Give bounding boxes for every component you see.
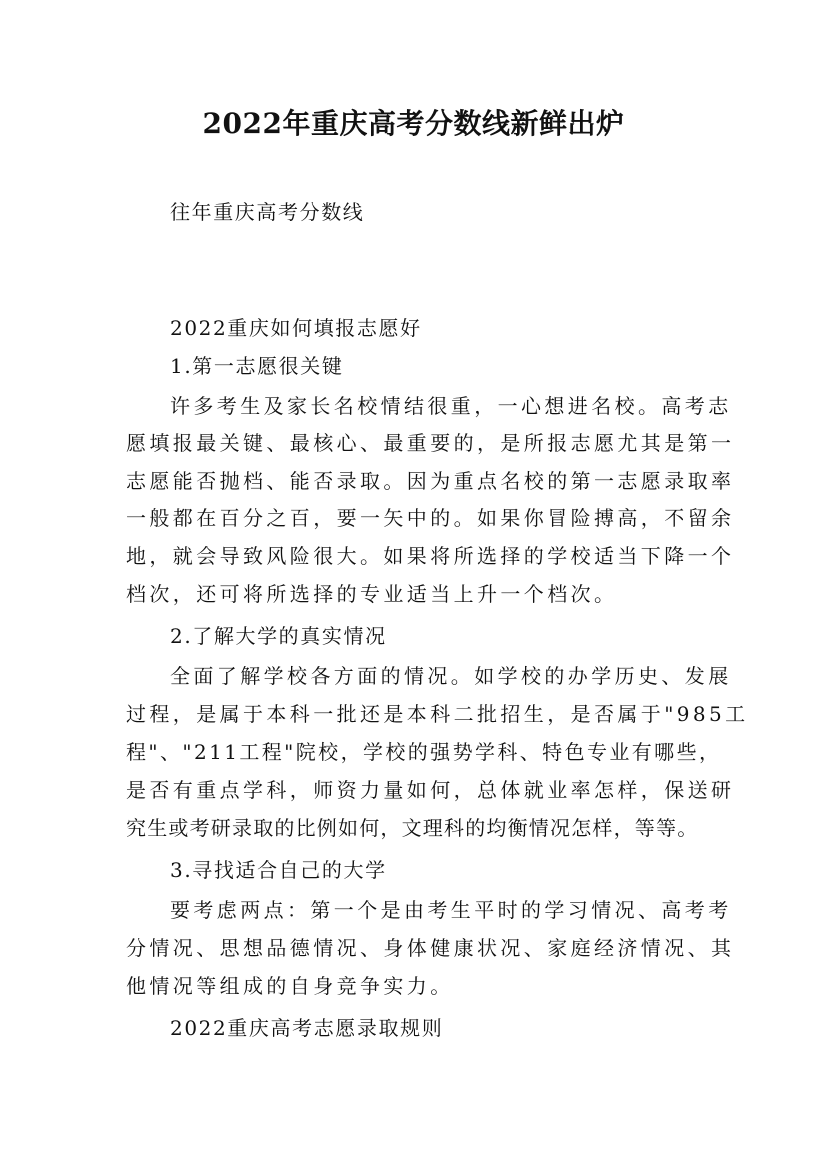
item-1-line: 一般都在百分之百，要一矢中的。如果你冒险搏高，不留余 [126, 506, 735, 530]
item-2-line: 究生或考研录取的比例如何，文理科的均衡情况怎样，等等。 [126, 816, 699, 840]
section-heading-admission-rules: 2022重庆高考志愿录取规则 [170, 1016, 444, 1040]
item-1-line: 愿填报最关键、最核心、最重要的，是所报志愿尤其是第一 [126, 431, 735, 455]
item-1-line: 地，就会导致风险很大。如果将所选择的学校适当下降一个 [126, 544, 735, 568]
item-1-line: 志愿能否抛档、能否录取。因为重点名校的第一志愿录取率 [126, 469, 735, 493]
item-2-line: 程"、"211工程"院校，学校的强势学科、特色专业有哪些， [126, 740, 722, 764]
item-1-heading: 1.第一志愿很关键 [170, 354, 344, 378]
document-title: 2022年重庆高考分数线新鲜出炉 [202, 107, 625, 140]
subtitle: 往年重庆高考分数线 [170, 200, 365, 224]
item-3-line: 分情况、思想品德情况、身体健康状况、家庭经济情况、其 [126, 936, 735, 960]
item-2-line: 过程，是属于本科一批还是本科二批招生，是否属于"985工 [126, 702, 749, 726]
item-1-line: 许多考生及家长名校情结很重，一心想进名校。高考志 [170, 394, 732, 418]
item-2-heading: 2.了解大学的真实情况 [170, 624, 387, 648]
item-2-line: 是否有重点学科，师资力量如何，总体就业率怎样，保送研 [126, 778, 735, 802]
item-1-line: 档次，还可将所选择的专业适当上升一个档次。 [126, 582, 618, 606]
item-3-line: 他情况等组成的自身竞争实力。 [126, 974, 454, 998]
item-2-line: 全面了解学校各方面的情况。如学校的办学历史、发展 [170, 664, 732, 688]
section-heading-how-to-fill: 2022重庆如何填报志愿好 [170, 316, 422, 340]
item-3-heading: 3.寻找适合自己的大学 [170, 858, 387, 882]
item-3-line: 要考虑两点：第一个是由考生平时的学习情况、高考考 [170, 898, 732, 922]
